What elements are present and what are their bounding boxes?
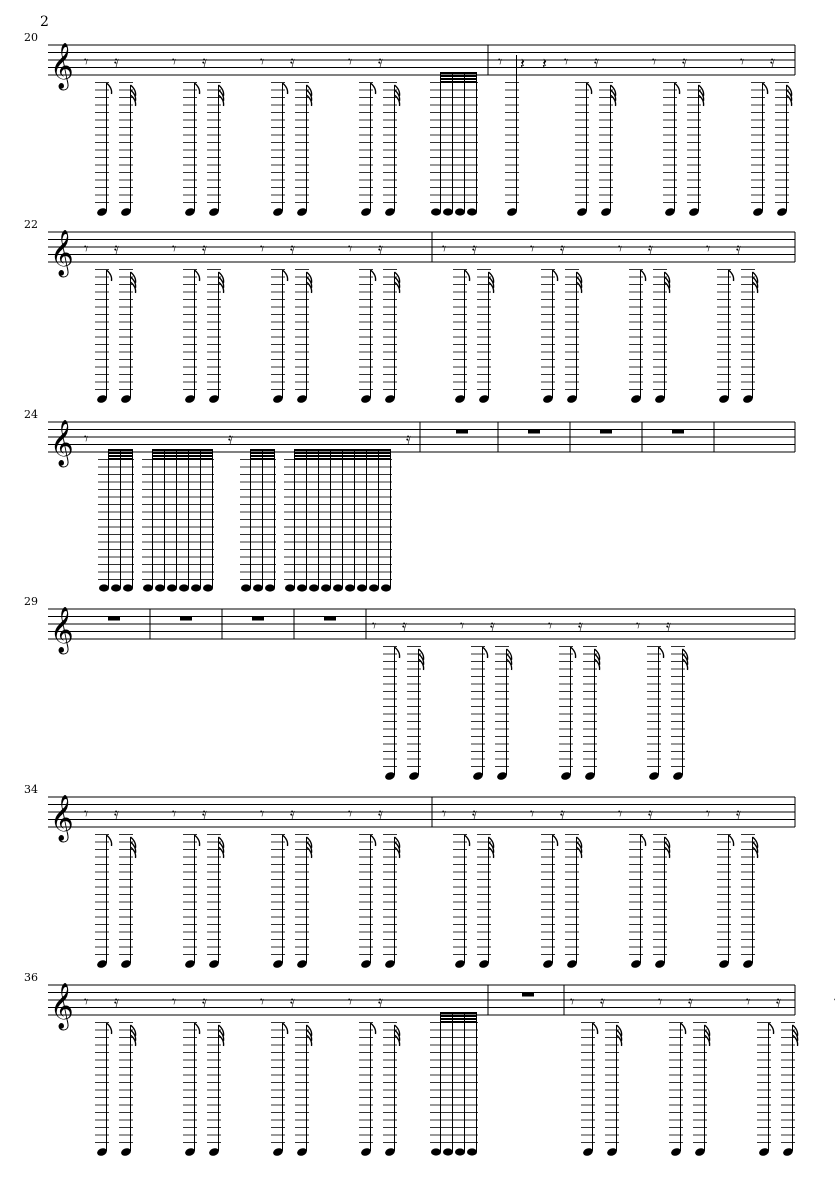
note-flag: [195, 835, 200, 846]
beam: [440, 75, 477, 77]
staff-system: [24, 783, 795, 969]
whole-rest: [456, 430, 468, 434]
eighth-rest: 𝄾: [84, 992, 89, 1011]
notehead: [253, 584, 263, 591]
note-flag: [571, 647, 576, 658]
sixteenth-rest: 𝄿: [736, 239, 741, 258]
eighth-rest: 𝄾: [706, 804, 711, 823]
sixteenth-rest: 𝄿: [228, 429, 233, 448]
note-flag: [371, 1023, 376, 1034]
eighth-rest: 𝄾: [618, 239, 623, 258]
whole-rest: [672, 430, 684, 434]
sixteenth-rest: 𝄿: [594, 52, 599, 71]
sixteenth-rest: 𝄿: [648, 239, 653, 258]
notehead: [369, 584, 379, 591]
eighth-rest: 𝄾: [564, 52, 569, 71]
eighth-rest: 𝄾: [652, 52, 657, 71]
quarter-rest: 𝄽: [542, 54, 547, 73]
sixteenth-rest: 𝄿: [290, 992, 295, 1011]
whole-rest: [324, 617, 336, 621]
note-flag: [729, 270, 734, 281]
beam: [250, 455, 275, 457]
notehead: [443, 208, 453, 215]
sixteenth-rest: 𝄿: [202, 52, 207, 71]
eighth-rest: 𝄾: [530, 239, 535, 258]
beam: [440, 81, 477, 83]
sixteenth-rest: 𝄿: [578, 616, 583, 635]
sixteenth-rest: 𝄿: [114, 239, 119, 258]
sixteenth-rest: 𝄿: [560, 804, 565, 823]
sixteenth-rest: 𝄿: [378, 239, 383, 258]
notehead: [155, 584, 165, 591]
sixteenth-rest: 𝄿: [202, 239, 207, 258]
eighth-rest: 𝄾: [636, 616, 641, 635]
note-flag: [395, 647, 400, 658]
sixteenth-rest: 𝄿: [472, 804, 477, 823]
notehead: [123, 584, 133, 591]
treble-clef: 𝄞: [50, 43, 74, 89]
note-flag: [107, 835, 112, 846]
notehead: [467, 1148, 477, 1155]
sixteenth-rest: 𝄿: [600, 992, 605, 1011]
sixteenth-rest: 𝄿: [202, 804, 207, 823]
sixteenth-rest: 𝄿: [776, 992, 781, 1011]
eighth-rest: 𝄾: [740, 52, 745, 71]
note-flag: [681, 1023, 686, 1034]
whole-rest: [180, 617, 192, 621]
beam: [152, 449, 213, 451]
beam: [108, 458, 133, 460]
treble-clef: 𝄞: [50, 607, 74, 653]
eighth-rest: 𝄾: [84, 239, 89, 258]
note-flag: [195, 83, 200, 94]
eighth-rest: 𝄾: [746, 992, 751, 1011]
notehead: [167, 584, 177, 591]
notehead: [381, 584, 391, 591]
measure-number: 29: [24, 595, 38, 608]
eighth-rest: 𝄾: [172, 239, 177, 258]
note-flag: [283, 835, 288, 846]
page-number: 2: [40, 14, 49, 30]
note-flag: [483, 647, 488, 658]
beam: [440, 78, 477, 80]
beam: [294, 449, 391, 451]
beam: [250, 452, 275, 454]
staff-system: [24, 971, 835, 1157]
staff-system: [24, 218, 795, 404]
eighth-rest: 𝄾: [172, 52, 177, 71]
notehead: [455, 1148, 465, 1155]
beam: [294, 455, 391, 457]
eighth-rest: 𝄾: [84, 52, 89, 71]
whole-rest: [522, 993, 534, 997]
whole-rest: [600, 430, 612, 434]
notehead: [431, 208, 441, 215]
notehead: [333, 584, 343, 591]
treble-clef: 𝄞: [50, 230, 74, 276]
sixteenth-rest: 𝄿: [648, 804, 653, 823]
note-flag: [283, 270, 288, 281]
eighth-rest: 𝄾: [348, 804, 353, 823]
quarter-rest: 𝄽: [520, 54, 525, 73]
measure-number: 36: [24, 971, 38, 984]
eighth-rest: 𝄾: [548, 616, 553, 635]
eighth-rest: 𝄾: [658, 992, 663, 1011]
note-flag: [729, 835, 734, 846]
notehead: [99, 584, 109, 591]
note-flag: [593, 1023, 598, 1034]
sixteenth-rest: 𝄿: [114, 992, 119, 1011]
notehead: [431, 1148, 441, 1155]
note-flag: [371, 270, 376, 281]
notehead: [309, 584, 319, 591]
eighth-rest: 𝄾: [172, 992, 177, 1011]
eighth-rest: 𝄾: [348, 992, 353, 1011]
eighth-rest: 𝄾: [260, 239, 265, 258]
staff-system: [24, 31, 795, 217]
beam: [294, 458, 391, 460]
eighth-rest: 𝄾: [348, 239, 353, 258]
whole-rest: [528, 430, 540, 434]
note-flag: [641, 270, 646, 281]
beam: [440, 1012, 477, 1014]
note-flag: [371, 83, 376, 94]
note-flag: [195, 270, 200, 281]
note-flag: [675, 83, 680, 94]
eighth-rest: 𝄾: [498, 52, 503, 71]
sixteenth-rest: 𝄿: [682, 52, 687, 71]
sixteenth-rest: 𝄿: [290, 239, 295, 258]
eighth-rest: 𝄾: [260, 804, 265, 823]
note-flag: [553, 835, 558, 846]
sixteenth-rest: 𝄿: [290, 52, 295, 71]
beam: [108, 452, 133, 454]
note-flag: [659, 647, 664, 658]
beam: [152, 455, 213, 457]
notehead: [345, 584, 355, 591]
sixteenth-rest: 𝄿: [688, 992, 693, 1011]
beam: [440, 1021, 477, 1023]
measure-number: 22: [24, 218, 38, 231]
sixteenth-rest: 𝄿: [472, 239, 477, 258]
beam: [108, 449, 133, 451]
eighth-rest: 𝄾: [570, 992, 575, 1011]
beam: [152, 452, 213, 454]
sixteenth-rest: 𝄿: [378, 804, 383, 823]
note-flag: [107, 83, 112, 94]
notehead: [357, 584, 367, 591]
notehead: [111, 584, 121, 591]
sixteenth-rest: 𝄿: [378, 992, 383, 1011]
note-flag: [553, 270, 558, 281]
note-flag: [107, 1023, 112, 1034]
beam: [108, 455, 133, 457]
notehead: [179, 584, 189, 591]
sixteenth-rest: 𝄿: [666, 616, 671, 635]
sixteenth-rest: 𝄿: [490, 616, 495, 635]
eighth-rest: 𝄾: [260, 52, 265, 71]
beam: [250, 458, 275, 460]
beam: [440, 1018, 477, 1020]
note-flag: [587, 83, 592, 94]
whole-rest: [252, 617, 264, 621]
eighth-rest: 𝄾: [172, 804, 177, 823]
measure-number: 24: [24, 408, 38, 421]
treble-clef: 𝄞: [50, 983, 74, 1029]
notehead: [321, 584, 331, 591]
eighth-rest: 𝄾: [84, 429, 89, 448]
note-flag: [769, 1023, 774, 1034]
eighth-rest: 𝄾: [618, 804, 623, 823]
eighth-rest: 𝄾: [706, 239, 711, 258]
sixteenth-rest: 𝄿: [406, 429, 411, 448]
notehead: [285, 584, 295, 591]
note-flag: [763, 83, 768, 94]
treble-clef: 𝄞: [50, 795, 74, 841]
notehead: [203, 584, 213, 591]
eighth-rest: 𝄾: [442, 804, 447, 823]
note-flag: [465, 270, 470, 281]
sixteenth-rest: 𝄿: [378, 52, 383, 71]
eighth-rest: 𝄾: [460, 616, 465, 635]
sixteenth-rest: 𝄿: [114, 52, 119, 71]
sixteenth-rest: 𝄿: [770, 52, 775, 71]
beam: [440, 1015, 477, 1017]
notehead: [443, 1148, 453, 1155]
sixteenth-rest: 𝄿: [736, 804, 741, 823]
notehead: [297, 584, 307, 591]
sixteenth-rest: 𝄿: [402, 616, 407, 635]
notehead: [143, 584, 153, 591]
sixteenth-rest: 𝄿: [114, 804, 119, 823]
sixteenth-rest: 𝄿: [202, 992, 207, 1011]
measure-number: 34: [24, 783, 38, 796]
notehead: [467, 208, 477, 215]
staff-system: [24, 595, 795, 781]
notehead: [265, 584, 275, 591]
eighth-rest: 𝄾: [530, 804, 535, 823]
beam: [294, 452, 391, 454]
eighth-rest: 𝄾: [348, 52, 353, 71]
sixteenth-rest: 𝄿: [560, 239, 565, 258]
notehead: [191, 584, 201, 591]
eighth-rest: 𝄾: [84, 804, 89, 823]
treble-clef: 𝄞: [50, 420, 74, 466]
eighth-rest: 𝄾: [372, 616, 377, 635]
beam: [250, 449, 275, 451]
note-flag: [195, 1023, 200, 1034]
measure-number: 20: [24, 31, 38, 44]
whole-rest: [108, 617, 120, 621]
note-flag: [283, 1023, 288, 1034]
note-flag: [465, 835, 470, 846]
staff-system: [24, 408, 795, 592]
note-flag: [641, 835, 646, 846]
note-flag: [283, 83, 288, 94]
beam: [152, 458, 213, 460]
eighth-rest: 𝄾: [260, 992, 265, 1011]
eighth-rest: 𝄾: [442, 239, 447, 258]
notehead: [241, 584, 251, 591]
beam: [440, 72, 477, 74]
notehead: [455, 208, 465, 215]
note-flag: [371, 835, 376, 846]
sixteenth-rest: 𝄿: [290, 804, 295, 823]
note-flag: [107, 270, 112, 281]
